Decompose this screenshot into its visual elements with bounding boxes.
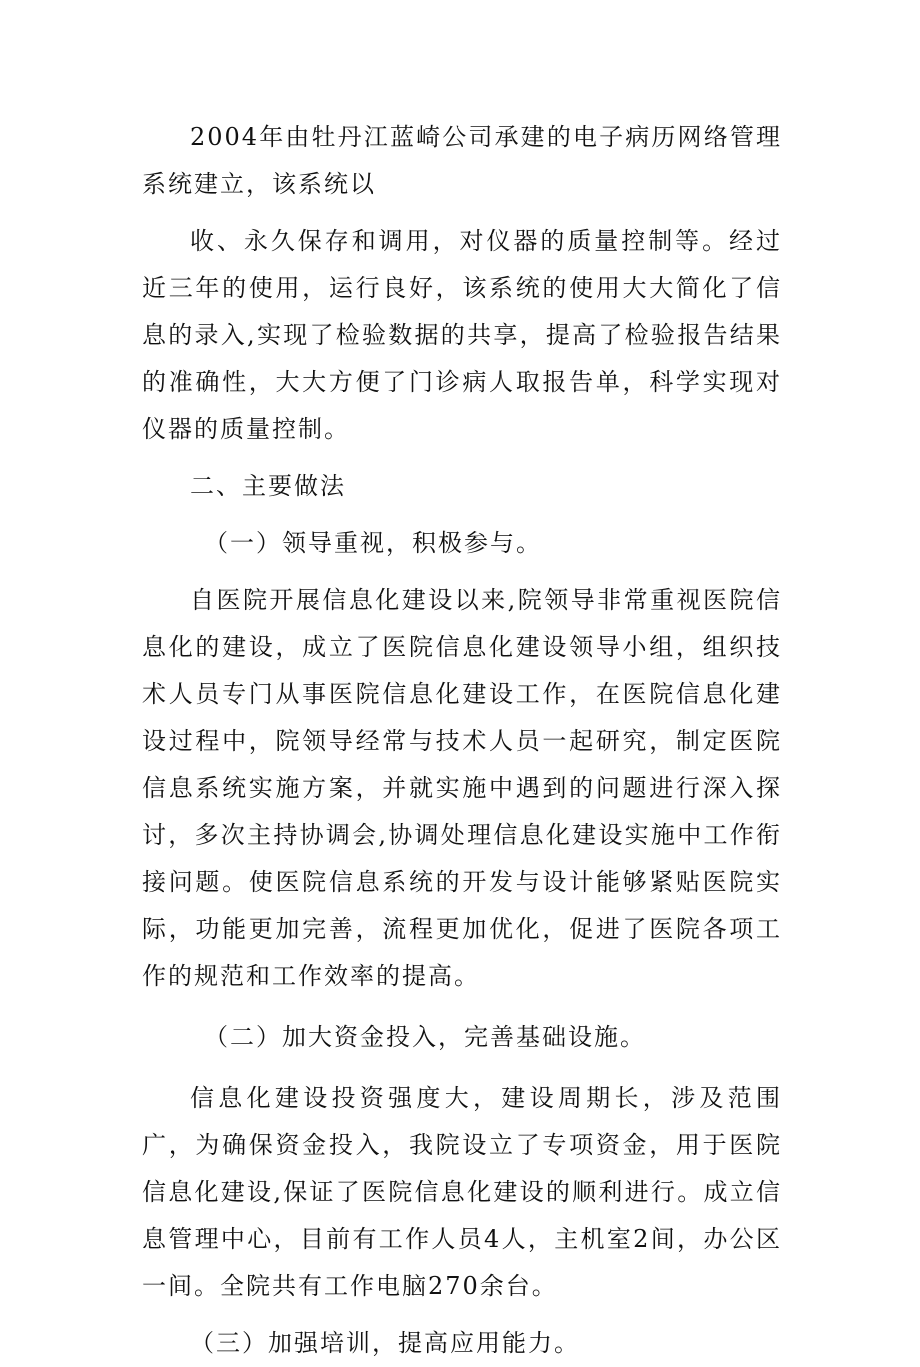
paragraph-system-usage: 收、永久保存和调用，对仪器的质量控制等。经过近三年的使用，运行良好，该系统的使用大大简化了信息的录入,实现了检验数据的共享，提高了检验报告结果的准确性，大大方便了门诊病人取报告单，科学实现对仪器的质量控制。 [142, 227, 782, 443]
document-body [142, 114, 782, 1367]
paragraph-intro: 2004年由牡丹江蓝崎公司承建的电子病历网络管理系统建立，该系统以 [142, 123, 782, 198]
spacer [142, 1000, 782, 1014]
paragraph-leadership: 自医院开展信息化建设以来,院领导非常重视医院信息化的建设，成立了医院信息化建设领导小组，组织技术人员专门从事医院信息化建设工作，在医院信息化建设过程中，院领导经常与技术人员一起研究，制定医院信息系统实施方案，并就实施中遇到的问题进行深入探讨，多次主持协调会,协调处理信息化建设实施中工作衔接问题。使医院信息系统的开发与设计能够紧贴医院实际，功能更加完善，流程更加优化，促进了医院各项工作的规范和工作效率的提高。 [142, 586, 782, 990]
spacer [142, 1310, 782, 1320]
spacer [142, 453, 782, 463]
spacer [142, 510, 782, 520]
subheading-leadership: （一）领导重视，积极参与。 [204, 529, 542, 557]
spacer [142, 1061, 782, 1075]
subheading-funding: （二）加大资金投入，完善基础设施。 [204, 1023, 646, 1051]
subheading-training: （三）加强培训，提高应用能力。 [190, 1329, 580, 1357]
spacer [142, 567, 782, 577]
spacer [142, 208, 782, 218]
section-heading-main-methods: 二、主要做法 [190, 472, 346, 500]
paragraph-funding: 信息化建设投资强度大，建设周期长，涉及范围广，为确保资金投入，我院设立了专项资金，用于医院信息化建设,保证了医院信息化建设的顺利进行。成立信息管理中心，目前有工作人员4人，主机室2间，办公区一间。全院共有工作电脑270余台。 [142, 1084, 782, 1300]
